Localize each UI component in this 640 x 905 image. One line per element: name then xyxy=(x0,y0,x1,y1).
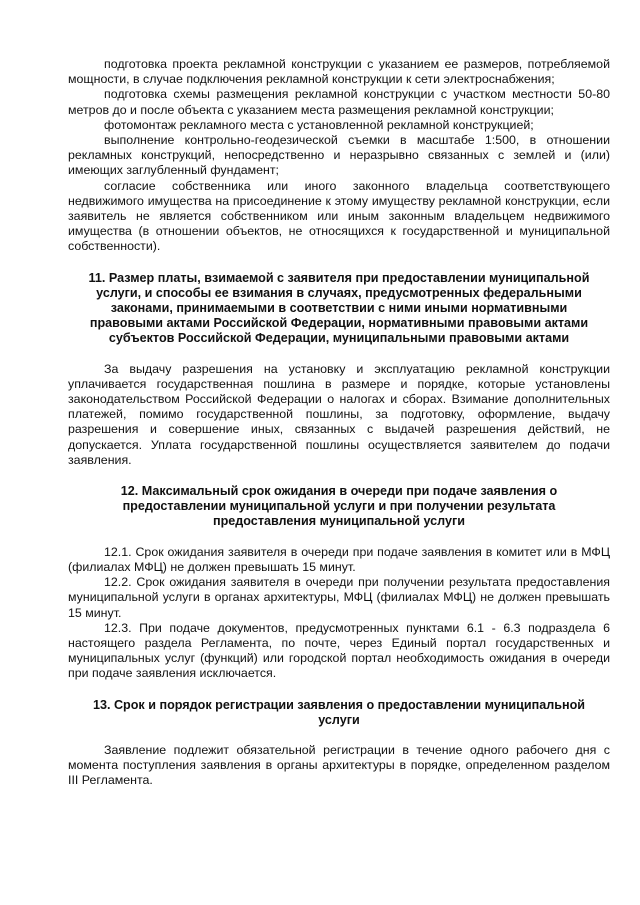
section-11-heading: 11. Размер платы, взимаемой с заявителя при предоставлении муниципальной услуги, и способы ее взимания в случаях, предусмотренных федеральными законами, принимаемыми в соответствии с ними иными нормативными правовыми актами Российской Федерации, нормативными правовыми актами субъектов Российской Федерации, муниципальными правовыми актами xyxy=(88,270,590,346)
intro-paragraph-owner-consent: согласие собственника или иного законного владельца соответствующего недвижимого имущества на присоединение к этому имуществу рекламной конструкции, если заявитель не является собственником или иным законным владельцем недвижимого имущества (в отношении объектов, не относящихся к государственной и муниципальной собственности). xyxy=(68,178,610,254)
section-12-heading: 12. Максимальный срок ожидания в очереди при подаче заявления о предоставлении муниципальной услуги и при получении результата предоставления муниципальной услуги xyxy=(120,484,558,529)
section-12-1-paragraph: 12.1. Срок ожидания заявителя в очереди при подаче заявления в комитет или в МФЦ (филиалах МФЦ) не должен превышать 15 минут. xyxy=(68,544,610,574)
intro-paragraph-survey: выполнение контрольно-геодезической съемки в масштабе 1:500, в отношении рекламных конструкций, непосредственно и неразрывно связанных с землей и (или) имеющих заглубленный фундамент; xyxy=(68,133,610,178)
document-body xyxy=(68,57,610,789)
intro-paragraph-photomontage: фотомонтаж рекламного места с установленной рекламной конструкцией; xyxy=(104,117,534,132)
section-11-paragraph: За выдачу разрешения на установку и эксплуатацию рекламной конструкции уплачивается государственная пошлина в размере и порядке, которые установлены законодательством Российской Федерации о налогах и сборах. Взимание дополнительных платежей, помимо государственной пошлины, за подготовку, оформление, выдачу разрешения и совершение иных, связанных с выдачей разрешения действий, не допускается. Уплата государственной пошлины осуществляется заявителем до подачи заявления. xyxy=(68,361,610,467)
section-13-heading: 13. Срок и порядок регистрации заявления о предоставлении муниципальной услуги xyxy=(92,697,586,727)
intro-paragraph-scheme: подготовка схемы размещения рекламной конструкции с участком местности 50-80 метров до и после объекта с указанием места размещения рекламной конструкции; xyxy=(68,87,610,117)
section-12-3-paragraph: 12.3. При подаче документов, предусмотренных пунктами 6.1 - 6.3 подраздела 6 настоящего раздела Регламента, по почте, через Единый портал государственных и муниципальных услуг (функций) или городской портал необходимость ожидания в очереди при подаче заявления исключается. xyxy=(68,620,610,681)
section-12-2-paragraph: 12.2. Срок ожидания заявителя в очереди при получении результата предоставления муниципальной услуги в органах архитектуры, МФЦ (филиалах МФЦ) не должен превышать 15 минут. xyxy=(68,575,610,620)
section-13-paragraph: Заявление подлежит обязательной регистрации в течение одного рабочего дня с момента поступления заявления в органы архитектуры в порядке, определенном разделом III Регламента. xyxy=(68,742,610,788)
intro-paragraph-project: подготовка проекта рекламной конструкции с указанием ее размеров, потребляемой мощности, в случае подключения рекламной конструкции к сети электроснабжения; xyxy=(68,57,610,87)
